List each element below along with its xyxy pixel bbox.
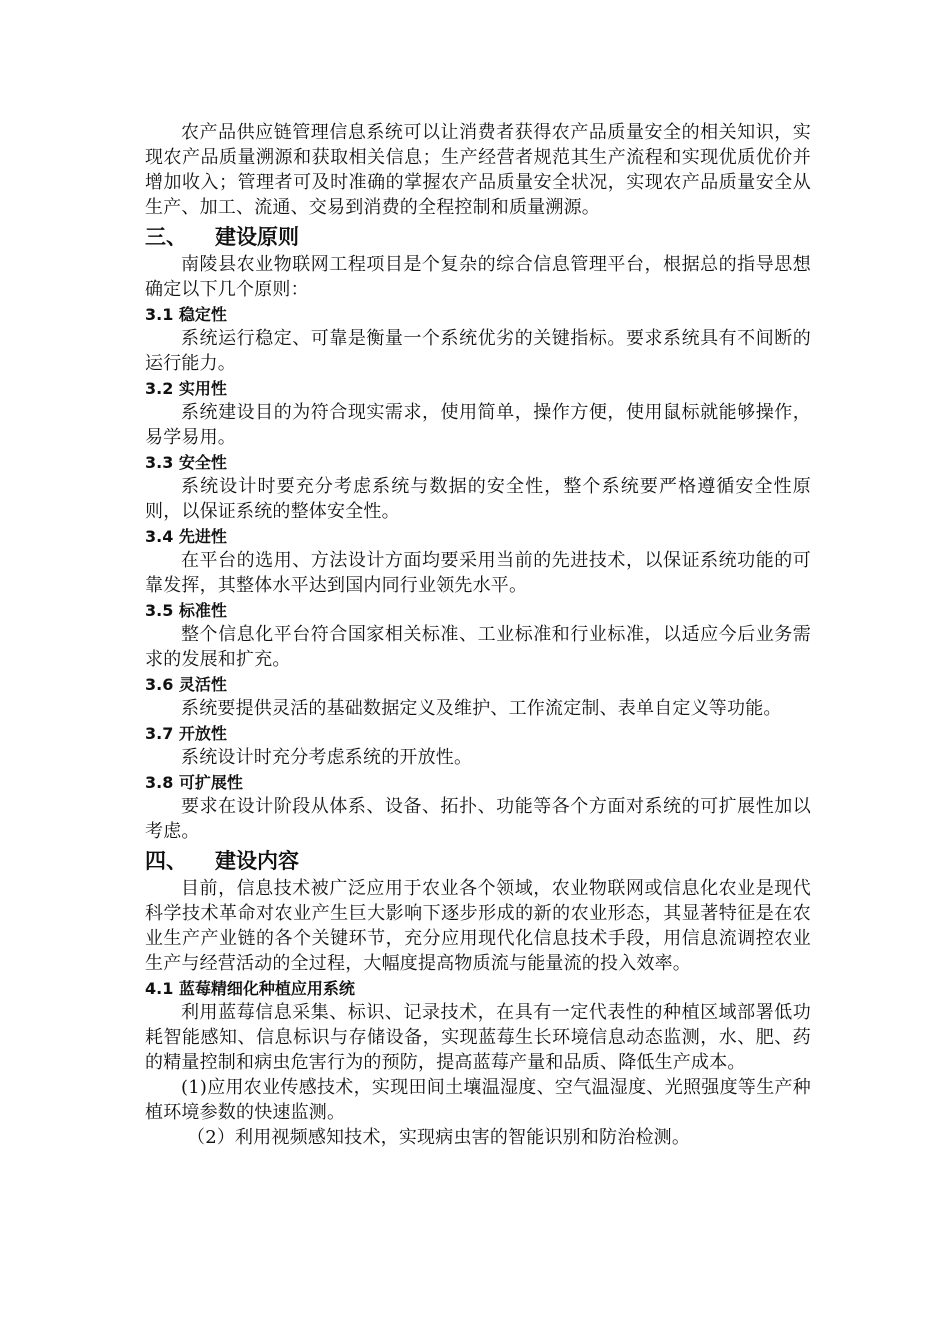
chapter-3-number: 三、 xyxy=(145,225,187,249)
section-3-7-heading: 3.7 开放性 xyxy=(145,724,227,743)
section-4-1-item-1: (1)应用农业传感技术，实现田间土壤温湿度、空气温湿度、光照强度等生产种植环境参数的快速监测。 xyxy=(145,1077,811,1123)
chapter-4-title: 建设内容 xyxy=(215,849,299,873)
section-3-2-heading: 3.2 实用性 xyxy=(145,379,227,398)
section-3-3-heading: 3.3 安全性 xyxy=(145,453,227,472)
section-3-2-body: 系统建设目的为符合现实需求，使用简单，操作方便，使用鼠标就能够操作，易学易用。 xyxy=(145,402,811,448)
section-3-4-body: 在平台的选用、方法设计方面均要采用当前的先进技术，以保证系统功能的可靠发挥，其整体水平达到国内同行业领先水平。 xyxy=(145,550,811,596)
section-4-1-heading: 4.1 蓝莓精细化种植应用系统 xyxy=(145,979,355,998)
chapter-3-heading xyxy=(145,222,811,252)
chapter-4-intro: 目前，信息技术被广泛应用于农业各个领域，农业物联网或信息化农业是现代科学技术革命对农业产生巨大影响下逐步形成的新的农业形态，其显著特征是在农业生产产业链的各个关键环节，充分应用现代化信息技术手段，用信息流调控农业生产与经营活动的全过程，大幅度提高物质流与能量流的投入效率。 xyxy=(145,878,811,974)
intro-paragraph: 农产品供应链管理信息系统可以让消费者获得农产品质量安全的相关知识，实现农产品质量溯源和获取相关信息；生产经营者规范其生产流程和实现优质优价并增加收入；管理者可及时准确的掌握农产品质量安全状况，实现农产品质量安全从生产、加工、流通、交易到消费的全程控制和质量溯源。 xyxy=(145,122,811,218)
section-3-5-heading: 3.5 标准性 xyxy=(145,601,227,620)
section-3-8-heading: 3.8 可扩展性 xyxy=(145,773,243,792)
section-3-8-body: 要求在设计阶段从体系、设备、拓扑、功能等各个方面对系统的可扩展性加以考虑。 xyxy=(145,796,811,842)
section-3-7-body: 系统设计时充分考虑系统的开放性。 xyxy=(181,747,473,768)
chapter-3-title: 建设原则 xyxy=(215,225,299,249)
section-3-3-body: 系统设计时要充分考虑系统与数据的安全性，整个系统要严格遵循安全性原则，以保证系统的整体安全性。 xyxy=(145,476,811,522)
section-3-6-heading: 3.6 灵活性 xyxy=(145,675,227,694)
section-3-1-heading: 3.1 稳定性 xyxy=(145,305,227,324)
chapter-4-heading xyxy=(145,846,811,876)
section-3-1-body: 系统运行稳定、可靠是衡量一个系统优劣的关键指标。要求系统具有不间断的运行能力。 xyxy=(145,328,811,374)
document-page xyxy=(145,120,811,1150)
section-3-4-heading: 3.4 先进性 xyxy=(145,527,227,546)
section-3-6-body: 系统要提供灵活的基础数据定义及维护、工作流定制、表单自定义等功能。 xyxy=(181,698,782,719)
section-4-1-item-2: （2）利用视频感知技术，实现病虫害的智能识别和防治检测。 xyxy=(187,1127,691,1148)
section-4-1-body: 利用蓝莓信息采集、标识、记录技术，在具有一定代表性的种植区域部署低功耗智能感知、信息标识与存储设备，实现蓝莓生长环境信息动态监测，水、肥、药的精量控制和病虫危害行为的预防，提高蓝莓产量和品质、降低生产成本。 xyxy=(145,1002,811,1073)
chapter-3-intro: 南陵县农业物联网工程项目是个复杂的综合信息管理平台，根据总的指导思想确定以下几个原则： xyxy=(145,254,811,300)
chapter-4-number: 四、 xyxy=(145,849,187,873)
section-3-5-body: 整个信息化平台符合国家相关标准、工业标准和行业标准，以适应今后业务需求的发展和扩充。 xyxy=(145,624,811,670)
